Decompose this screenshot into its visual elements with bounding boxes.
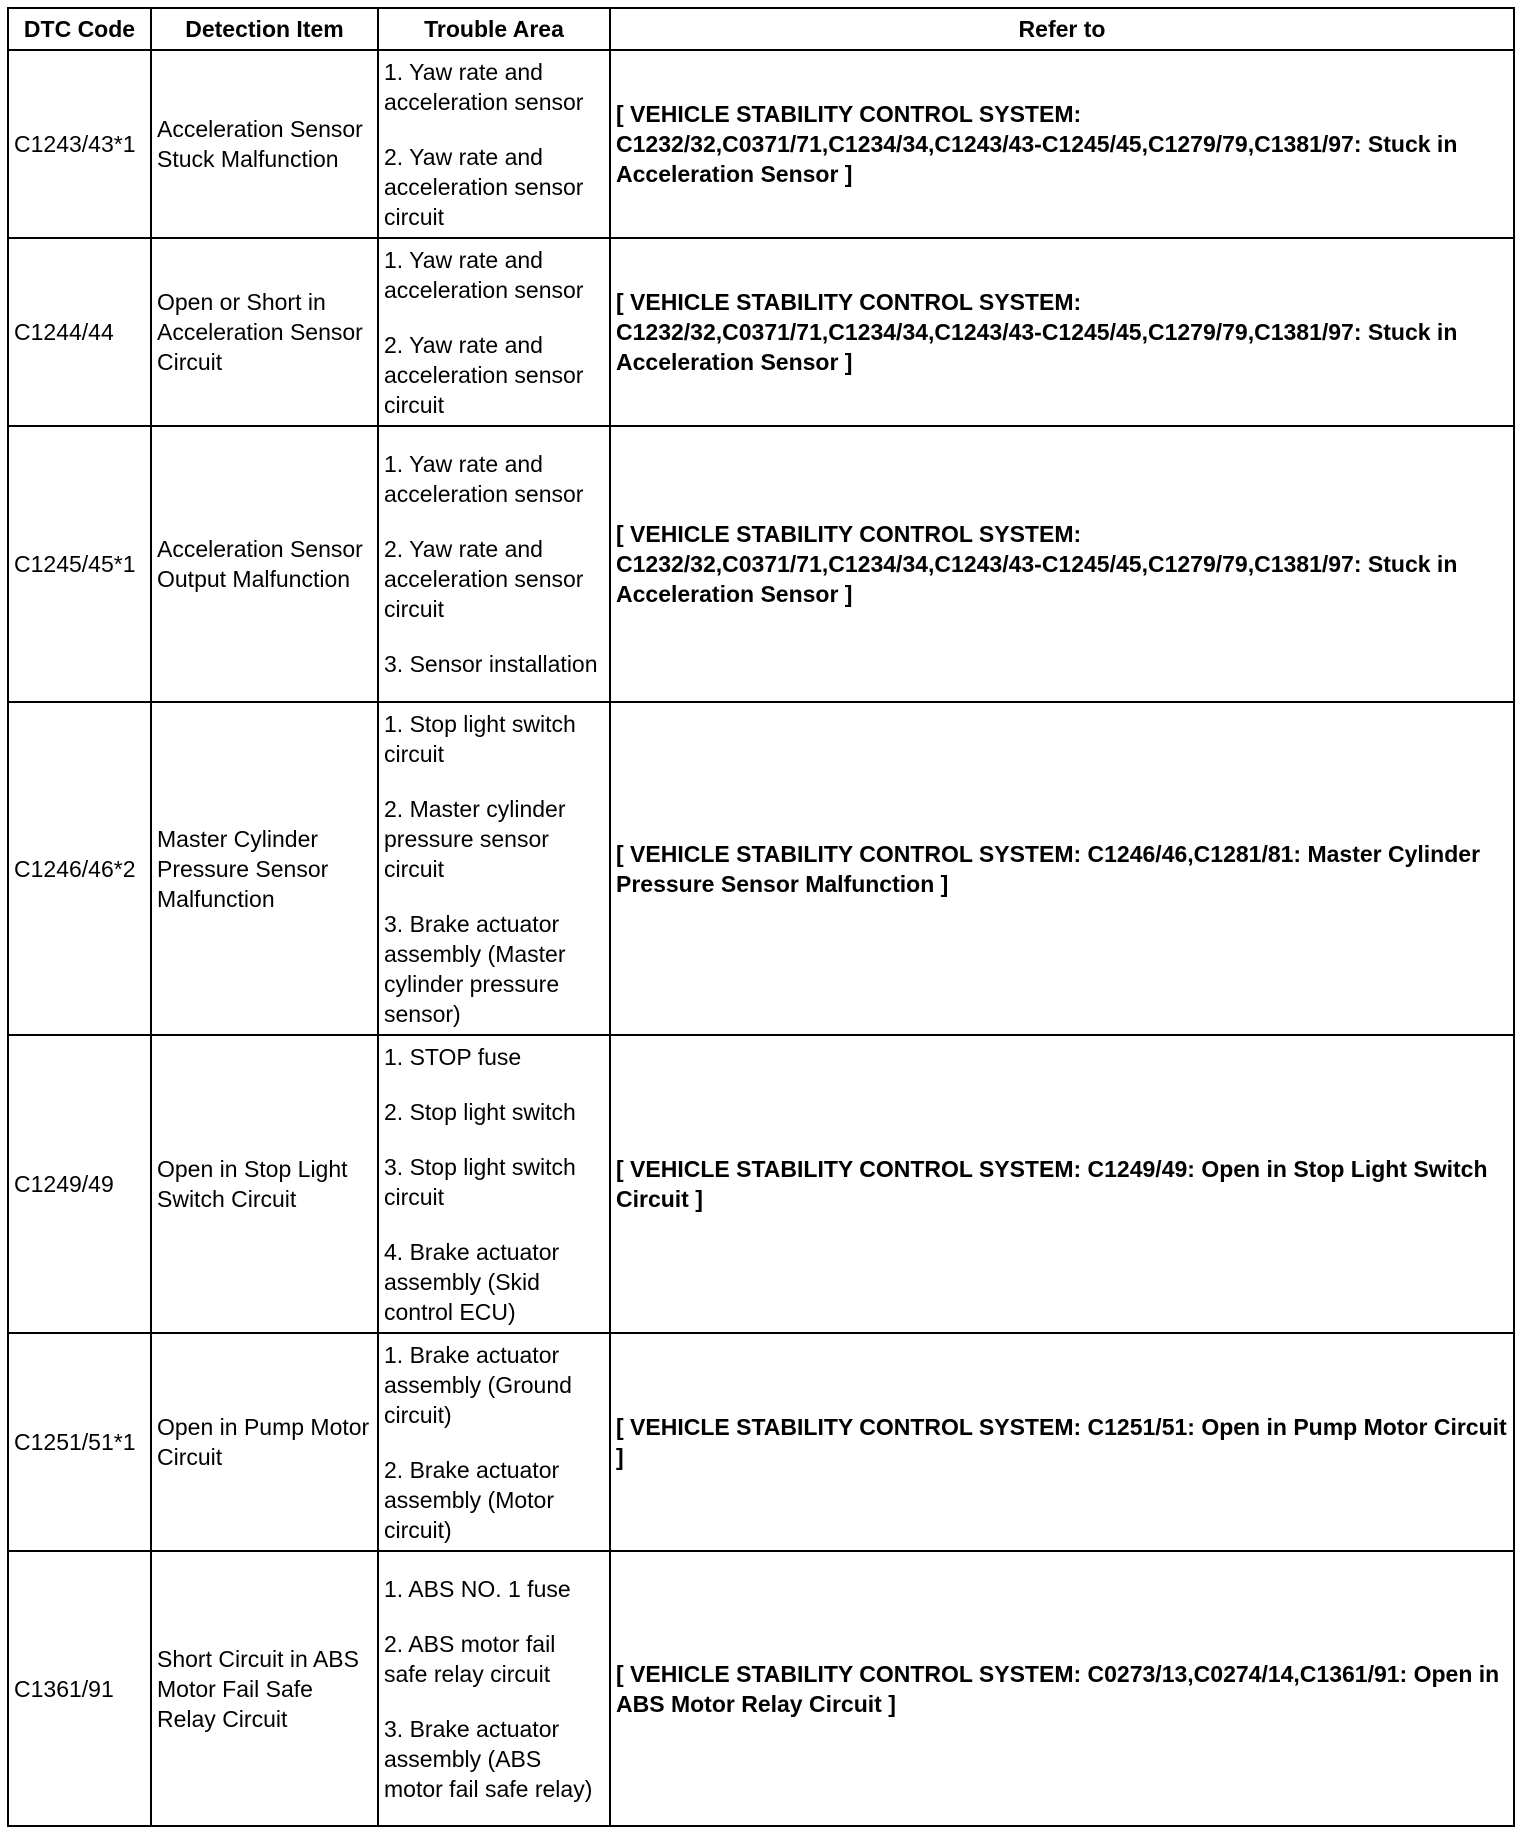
trouble-area-item: 1. Yaw rate and acceleration sensor bbox=[384, 58, 584, 115]
trouble-area-item: 2. Yaw rate and acceleration sensor circuit bbox=[384, 143, 584, 230]
trouble-area-item: 3. Sensor installation bbox=[384, 651, 598, 677]
trouble-area-cell bbox=[378, 702, 610, 1035]
trouble-area-item: 1. STOP fuse bbox=[384, 1043, 522, 1070]
table-row bbox=[8, 50, 1514, 238]
detection-item-cell: Open in Pump Motor Circuit bbox=[151, 1333, 378, 1551]
trouble-area-item: 3. Stop light switch circuit bbox=[384, 1153, 576, 1210]
table-row bbox=[8, 1333, 1514, 1551]
dtc-code-cell: C1245/45*1 bbox=[8, 426, 151, 702]
refer-to-link[interactable]: [ VEHICLE STABILITY CONTROL SYSTEM: C1251/51: Open in Pump Motor Circuit ] bbox=[610, 1333, 1514, 1551]
detection-item-cell: Acceleration Sensor Output Malfunction bbox=[151, 426, 378, 702]
trouble-area-item: 2. Yaw rate and acceleration sensor circuit bbox=[384, 331, 584, 418]
trouble-area-item: 3. Brake actuator assembly (ABS motor fail safe relay) bbox=[384, 1715, 593, 1802]
dtc-code-cell: C1249/49 bbox=[8, 1035, 151, 1333]
detection-item-cell: Master Cylinder Pressure Sensor Malfunction bbox=[151, 702, 378, 1035]
trouble-area-item: 1. Brake actuator assembly (Ground circuit) bbox=[384, 1341, 572, 1428]
trouble-area-item: 1. ABS NO. 1 fuse bbox=[384, 1575, 571, 1602]
detection-item-cell: Open in Stop Light Switch Circuit bbox=[151, 1035, 378, 1333]
trouble-area-item: 3. Brake actuator assembly (Master cylinder pressure sensor) bbox=[384, 910, 566, 1027]
trouble-area-item: 2. ABS motor fail safe relay circuit bbox=[384, 1630, 556, 1687]
detection-item-cell: Open or Short in Acceleration Sensor Circuit bbox=[151, 238, 378, 426]
trouble-area-item: 2. Yaw rate and acceleration sensor circuit bbox=[384, 536, 584, 622]
trouble-area-item: 2. Brake actuator assembly (Motor circuit) bbox=[384, 1456, 560, 1543]
refer-to-link[interactable]: [ VEHICLE STABILITY CONTROL SYSTEM: C0273/13,C0274/14,C1361/91: Open in ABS Motor Relay Circuit ] bbox=[610, 1551, 1514, 1826]
dtc-code-cell: C1246/46*2 bbox=[8, 702, 151, 1035]
table-row bbox=[8, 1551, 1514, 1826]
trouble-area-item: 2. Master cylinder pressure sensor circuit bbox=[384, 795, 566, 882]
table-row bbox=[8, 702, 1514, 1035]
dtc-code-cell: C1243/43*1 bbox=[8, 50, 151, 238]
header-detection-item: Detection Item bbox=[151, 8, 378, 50]
refer-to-link[interactable]: [ VEHICLE STABILITY CONTROL SYSTEM: C1246/46,C1281/81: Master Cylinder Pressure Sensor Malfunction ] bbox=[610, 702, 1514, 1035]
dtc-code-cell: C1251/51*1 bbox=[8, 1333, 151, 1551]
table-row bbox=[8, 426, 1514, 702]
header-refer-to: Refer to bbox=[610, 8, 1514, 50]
trouble-area-cell bbox=[378, 238, 610, 426]
header-trouble-area: Trouble Area bbox=[378, 8, 610, 50]
table-row bbox=[8, 1035, 1514, 1333]
detection-item-cell: Acceleration Sensor Stuck Malfunction bbox=[151, 50, 378, 238]
table-row bbox=[8, 238, 1514, 426]
trouble-area-item: 2. Stop light switch bbox=[384, 1098, 576, 1125]
detection-item-cell: Short Circuit in ABS Motor Fail Safe Relay Circuit bbox=[151, 1551, 378, 1826]
trouble-area-item: 1. Yaw rate and acceleration sensor bbox=[384, 246, 584, 303]
trouble-area-cell bbox=[378, 50, 610, 238]
dtc-table bbox=[7, 7, 1515, 1827]
header-dtc-code: DTC Code bbox=[8, 8, 151, 50]
refer-to-link[interactable]: [ VEHICLE STABILITY CONTROL SYSTEM: C1249/49: Open in Stop Light Switch Circuit ] bbox=[610, 1035, 1514, 1333]
trouble-area-cell bbox=[378, 1035, 610, 1333]
trouble-area-cell bbox=[378, 1551, 610, 1826]
trouble-area-item: 4. Brake actuator assembly (Skid control ECU) bbox=[384, 1238, 560, 1325]
trouble-area-item: 1. Stop light switch circuit bbox=[384, 710, 576, 767]
trouble-area-cell bbox=[378, 426, 610, 702]
table-header-row bbox=[8, 8, 1514, 50]
refer-to-link[interactable]: [ VEHICLE STABILITY CONTROL SYSTEM: C1232/32,C0371/71,C1234/34,C1243/43-C1245/45,C1279/79,C1381/97: Stuck in Acceleration Sensor ] bbox=[610, 426, 1514, 702]
refer-to-link[interactable]: [ VEHICLE STABILITY CONTROL SYSTEM: C1232/32,C0371/71,C1234/34,C1243/43-C1245/45,C1279/79,C1381/97: Stuck in Acceleration Sensor ] bbox=[610, 238, 1514, 426]
trouble-area-item: 1. Yaw rate and acceleration sensor bbox=[384, 451, 584, 507]
refer-to-link[interactable]: [ VEHICLE STABILITY CONTROL SYSTEM: C1232/32,C0371/71,C1234/34,C1243/43-C1245/45,C1279/79,C1381/97: Stuck in Acceleration Sensor ] bbox=[610, 50, 1514, 238]
dtc-code-cell: C1244/44 bbox=[8, 238, 151, 426]
trouble-area-cell bbox=[378, 1333, 610, 1551]
dtc-code-cell: C1361/91 bbox=[8, 1551, 151, 1826]
